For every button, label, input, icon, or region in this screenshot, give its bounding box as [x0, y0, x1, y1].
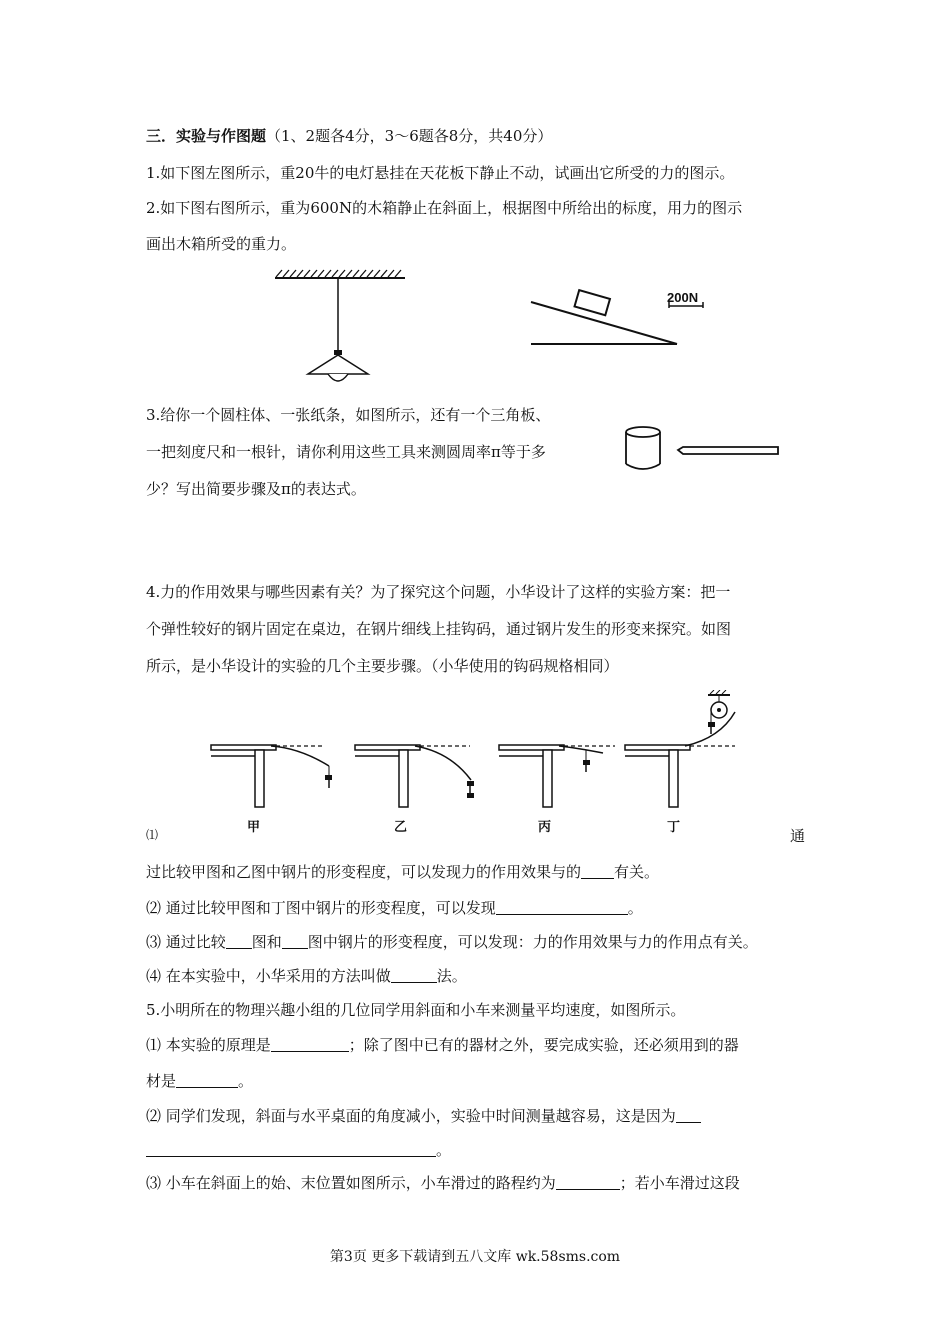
- answer-blank-2[interactable]: [496, 900, 628, 915]
- q4-part-4-text: ⑷ 在本实验中，小华采用的方法叫做: [146, 967, 391, 985]
- paper-strip: [678, 447, 778, 454]
- question-4-line-2: 个弹性较好的钢片固定在桌边，在钢片细线上挂钩码，通过钢片发生的形变来探究。如图: [146, 620, 732, 638]
- q4-part-2: [146, 898, 643, 918]
- label-jia: 甲: [247, 820, 261, 835]
- q4-part-1-end: 有关。: [614, 863, 660, 881]
- section-title: 三．实验与作图题: [146, 127, 267, 145]
- q5-part-3-b: ；若小车滑过这段: [619, 1174, 740, 1192]
- steel-strip-figure: [205, 690, 750, 815]
- q5-part-1: [146, 1035, 739, 1055]
- setup-jia: [211, 745, 332, 807]
- q5-part-3: [146, 1173, 740, 1193]
- answer-blank-8[interactable]: [676, 1108, 701, 1123]
- setup-ding: [625, 690, 735, 807]
- cylinder-top: [626, 427, 660, 437]
- incline-figure: [525, 282, 740, 352]
- setup-bing: [499, 745, 615, 807]
- q4-part-1-number: ⑴: [146, 828, 159, 842]
- q5-part-1-a: ⑴ 本实验的原理是: [146, 1036, 271, 1054]
- question-5-intro: 5.小明所在的物理兴趣小组的几位同学用斜面和小车来测量平均速度，如图所示。: [146, 1001, 686, 1019]
- question-2-line-1: 2.如下图右图所示，重为600N的木箱静止在斜面上，根据图中所给出的标度，用力的图示: [146, 199, 743, 217]
- question-3-line-2: 一把刻度尺和一根针，请你利用这些工具来测圆周率π等于多: [146, 443, 546, 461]
- answer-blank-9[interactable]: [146, 1142, 436, 1157]
- q4-part-4: [146, 966, 467, 986]
- q4-part-3: [146, 932, 758, 952]
- answer-blank-3[interactable]: [226, 934, 252, 949]
- q4-part-2-text: ⑵ 通过比较甲图和丁图中钢片的形变程度，可以发现: [146, 899, 496, 917]
- ceiling-hatch: [276, 270, 401, 277]
- lamp-shade: [308, 355, 368, 374]
- q4-part-3-b: 图和: [251, 933, 282, 951]
- section-note: （1、2题各4分，3～6题各8分，共40分）: [266, 127, 553, 145]
- answer-blank-6[interactable]: [271, 1037, 349, 1052]
- lamp-bulb: [328, 374, 348, 381]
- answer-blank-1[interactable]: [581, 864, 614, 879]
- answer-blank-5[interactable]: [391, 968, 437, 983]
- q5-part-2-end: 。: [436, 1141, 452, 1159]
- setup-yi: [355, 745, 474, 807]
- q4-part-3-c: 图中钢片的形变程度，可以发现：力的作用效果与力的作用点有关。: [307, 933, 758, 951]
- page-footer: 第3页 更多下载请到五八文库 wk.58sms.com: [329, 1249, 621, 1265]
- answer-blank-7[interactable]: [176, 1073, 238, 1088]
- section-header: [146, 126, 552, 146]
- q4-part-1: [146, 862, 659, 882]
- q5-part-2-cont: [146, 1140, 451, 1160]
- wooden-box: [575, 290, 610, 315]
- q5-part-1-b: ；除了图中已有的器材之外，要完成实验，还必须用到的器: [348, 1036, 739, 1054]
- q4-part-2-end: 。: [627, 899, 643, 917]
- scale-label: 200N: [667, 290, 699, 305]
- q4-part-4-end: 法。: [436, 967, 467, 985]
- question-1: 1.如下图左图所示，重20牛的电灯悬挂在天花板下静止不动，试画出它所受的力的图示。: [146, 164, 735, 182]
- question-3-line-3: 少？写出简要步骤及π的表达式。: [146, 480, 366, 498]
- question-3-line-1: 3.给你一个圆柱体、一张纸条，如图所示，还有一个三角板、: [146, 406, 551, 424]
- q4-part-3-a: ⑶ 通过比较: [146, 933, 226, 951]
- question-4-line-1: 4.力的作用效果与哪些因素有关？为了探究这个问题，小华设计了这样的实验方案：把一: [146, 583, 731, 601]
- label-bing: 丙: [538, 820, 552, 835]
- label-ding: 丁: [667, 820, 681, 835]
- q5-part-1-d: 。: [238, 1072, 254, 1090]
- q4-part-1-tail: 通: [790, 827, 806, 845]
- answer-blank-4[interactable]: [282, 934, 308, 949]
- cylinder-bottom: [626, 464, 660, 469]
- question-2-line-2: 画出木箱所受的重力。: [146, 235, 297, 253]
- lamp-figure: [270, 262, 410, 392]
- question-4-line-3: 所示，是小华设计的实验的几个主要步骤。（小华使用的钩码规格相同）: [146, 657, 619, 675]
- q5-part-1-cont: [146, 1071, 253, 1091]
- q5-part-3-a: ⑶ 小车在斜面上的始、末位置如图所示，小车滑过的路程约为: [146, 1174, 556, 1192]
- q5-part-2: [146, 1106, 701, 1126]
- q5-part-2-text: ⑵ 同学们发现，斜面与水平桌面的角度减小，实验中时间测量越容易，这是因为: [146, 1107, 676, 1125]
- q4-part-1-text: 过比较甲图和乙图中钢片的形变程度，可以发现力的作用效果与的: [146, 863, 582, 881]
- answer-blank-10[interactable]: [556, 1175, 620, 1190]
- q5-part-1-c: 材是: [146, 1072, 177, 1090]
- label-yi: 乙: [394, 820, 408, 835]
- cylinder-figure: [620, 420, 790, 480]
